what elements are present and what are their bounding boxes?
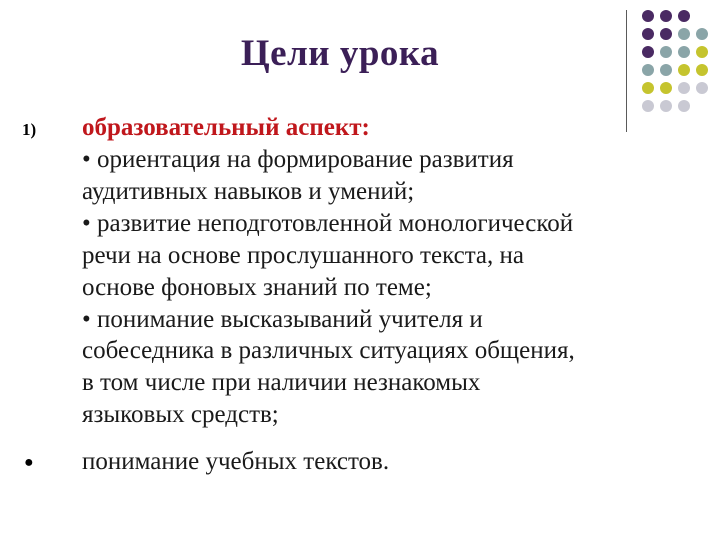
decorative-dot — [678, 100, 690, 112]
decorative-dot-grid — [642, 10, 720, 120]
decorative-dot — [660, 10, 672, 22]
decorative-dot — [642, 82, 654, 94]
decorative-dot — [696, 64, 708, 76]
decorative-dot — [696, 82, 708, 94]
aspect-line: • понимание высказываний учителя и — [82, 305, 483, 333]
slide-title: Цели урока — [240, 33, 440, 74]
aspect-heading: образовательный аспект: — [82, 114, 370, 141]
decorative-dot — [696, 46, 708, 58]
decorative-dot — [678, 28, 690, 40]
aspect-line: основе фоновых знаний по теме; — [82, 273, 432, 301]
decorative-dot — [678, 46, 690, 58]
aspect-line: • развитие неподготовленной монологической — [82, 209, 574, 237]
aspect-description — [82, 144, 692, 431]
bullet-marker: ● — [24, 454, 34, 471]
aspect-line: собеседника в различных ситуациях общения, — [82, 337, 575, 365]
decorative-dot — [696, 28, 708, 40]
decorative-dot — [660, 28, 672, 40]
aspect-line: языковых средств; — [82, 401, 279, 429]
decorative-dot — [642, 64, 654, 76]
list-number-marker: 1) — [22, 120, 37, 139]
decorative-dot — [678, 64, 690, 76]
decorative-dot — [660, 100, 672, 112]
decorative-dot — [642, 100, 654, 112]
decorative-dot — [678, 82, 690, 94]
decorative-dot — [660, 46, 672, 58]
aspect-line: речи на основе прослушанного текста, на — [82, 241, 525, 269]
aspect-line: в том числе при наличии незнакомых — [82, 369, 481, 397]
aspect-line: • ориентация на формирование развития — [82, 146, 514, 173]
aspect-line: аудитивных навыков и умений; — [82, 177, 415, 205]
decorative-dot — [660, 64, 672, 76]
decorative-dot — [678, 10, 690, 22]
decorative-dot — [642, 28, 654, 40]
list-item-text: понимание учебных текстов. — [82, 448, 390, 475]
decorative-dot — [660, 82, 672, 94]
decorative-dot — [642, 10, 654, 22]
decorative-dot — [642, 46, 654, 58]
